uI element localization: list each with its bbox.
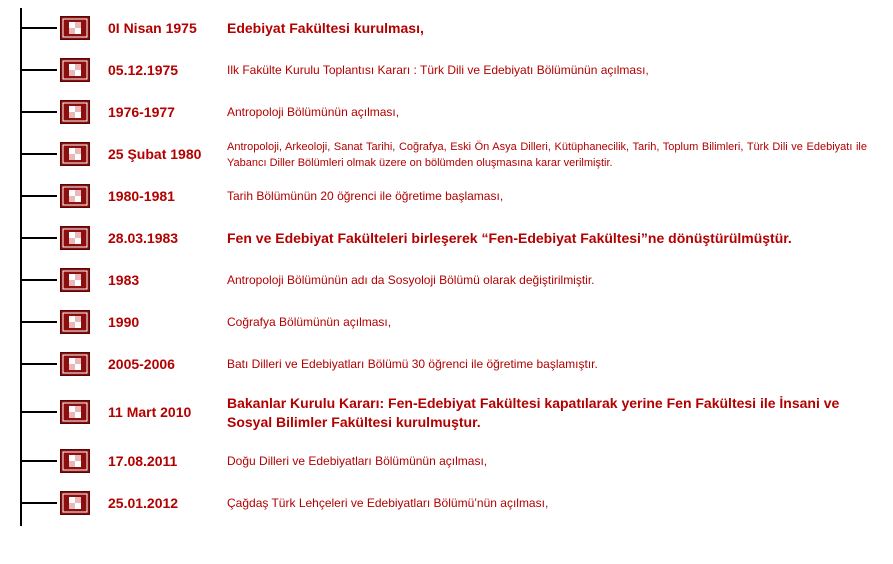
entry-date: 25 Şubat 1980	[108, 146, 202, 162]
entry-description: Coğrafya Bölümünün açılması,	[227, 315, 392, 329]
timeline-connector	[21, 237, 57, 239]
entry-date: 1976-1977	[108, 104, 175, 120]
entry-description: Antropoloji Bölümünün adı da Sosyoloji Bölümü olarak değiştirilmiştir.	[227, 273, 595, 287]
bullet-square-icon	[60, 142, 90, 166]
bullet-square-icon	[60, 100, 90, 124]
timeline-connector	[21, 321, 57, 323]
entry-description: Batı Dilleri ve Edebiyatları Bölümü 30 öğrenci ile öğretime başlamıştır.	[227, 357, 598, 371]
bullet-square-icon	[60, 400, 90, 424]
bullet-square-icon	[60, 449, 90, 473]
entry-description: Bakanlar Kurulu Kararı: Fen-Edebiyat Fakültesi kapatılarak yerine Fen Fakültesi ile İnsani ve Sosyal Bilimler Fakültesi kurulmuştur.	[227, 395, 840, 430]
bullet-square-icon	[60, 268, 90, 292]
bullet-square-icon	[60, 491, 90, 515]
bullet-square-icon	[60, 352, 90, 376]
timeline-connector	[21, 111, 57, 113]
timeline-connector	[21, 363, 57, 365]
timeline-connector	[21, 411, 57, 413]
entry-description: Ilk Fakülte Kurulu Toplantısı Kararı : Türk Dili ve Edebiyatı Bölümünün açılması,	[227, 63, 649, 77]
entry-description: Antropoloji Bölümünün açılması,	[227, 105, 400, 119]
entry-date: 05.12.1975	[108, 62, 179, 78]
entry-description: Çağdaş Türk Lehçeleri ve Edebiyatları Bölümü’nün açılması,	[227, 496, 549, 510]
entry-description: Doğu Dilleri ve Edebiyatları Bölümünün açılması,	[227, 454, 488, 468]
entry-date: 17.08.2011	[108, 453, 178, 469]
bullet-square-icon	[60, 226, 90, 250]
timeline-connector	[21, 195, 57, 197]
timeline-connector	[21, 460, 57, 462]
bullet-square-icon	[60, 184, 90, 208]
timeline-connector	[21, 153, 57, 155]
timeline-connector	[21, 502, 57, 504]
entry-description: Tarih Bölümünün 20 öğrenci ile öğretime başlaması,	[227, 189, 504, 203]
entry-description: Fen ve Edebiyat Fakülteleri birleşerek “Fen-Edebiyat Fakültesi”ne dönüştürülmüştür.	[227, 230, 792, 246]
entry-date: 1990	[108, 314, 140, 330]
entry-date: 2005-2006	[108, 356, 175, 372]
timeline-connector	[21, 69, 57, 71]
entry-date: 0I Nisan 1975	[108, 20, 197, 36]
bullet-square-icon	[60, 58, 90, 82]
timeline-vertical-line	[20, 8, 22, 526]
entry-date: 25.01.2012	[108, 495, 179, 511]
entry-date: 1983	[108, 272, 140, 288]
timeline-connector	[21, 279, 57, 281]
bullet-square-icon	[60, 16, 90, 40]
timeline-connector	[21, 27, 57, 29]
entry-date: 11 Mart 2010	[108, 404, 192, 420]
entry-date: 1980-1981	[108, 188, 175, 204]
bullet-square-icon	[60, 310, 90, 334]
entry-date: 28.03.1983	[108, 230, 179, 246]
entry-description: Edebiyat Fakültesi kurulması,	[227, 20, 424, 36]
entry-description: Antropoloji, Arkeoloji, Sanat Tarihi, Coğrafya, Eski Ön Asya Dilleri, Kütüphanecilik, Tarih, Toplum Bilimleri, Türk Dili ve Edebiyatı ile Yabancı Diller Bölümleri olmak üzere on bölümden oluşmasına karar verilmiştir.	[227, 141, 867, 169]
